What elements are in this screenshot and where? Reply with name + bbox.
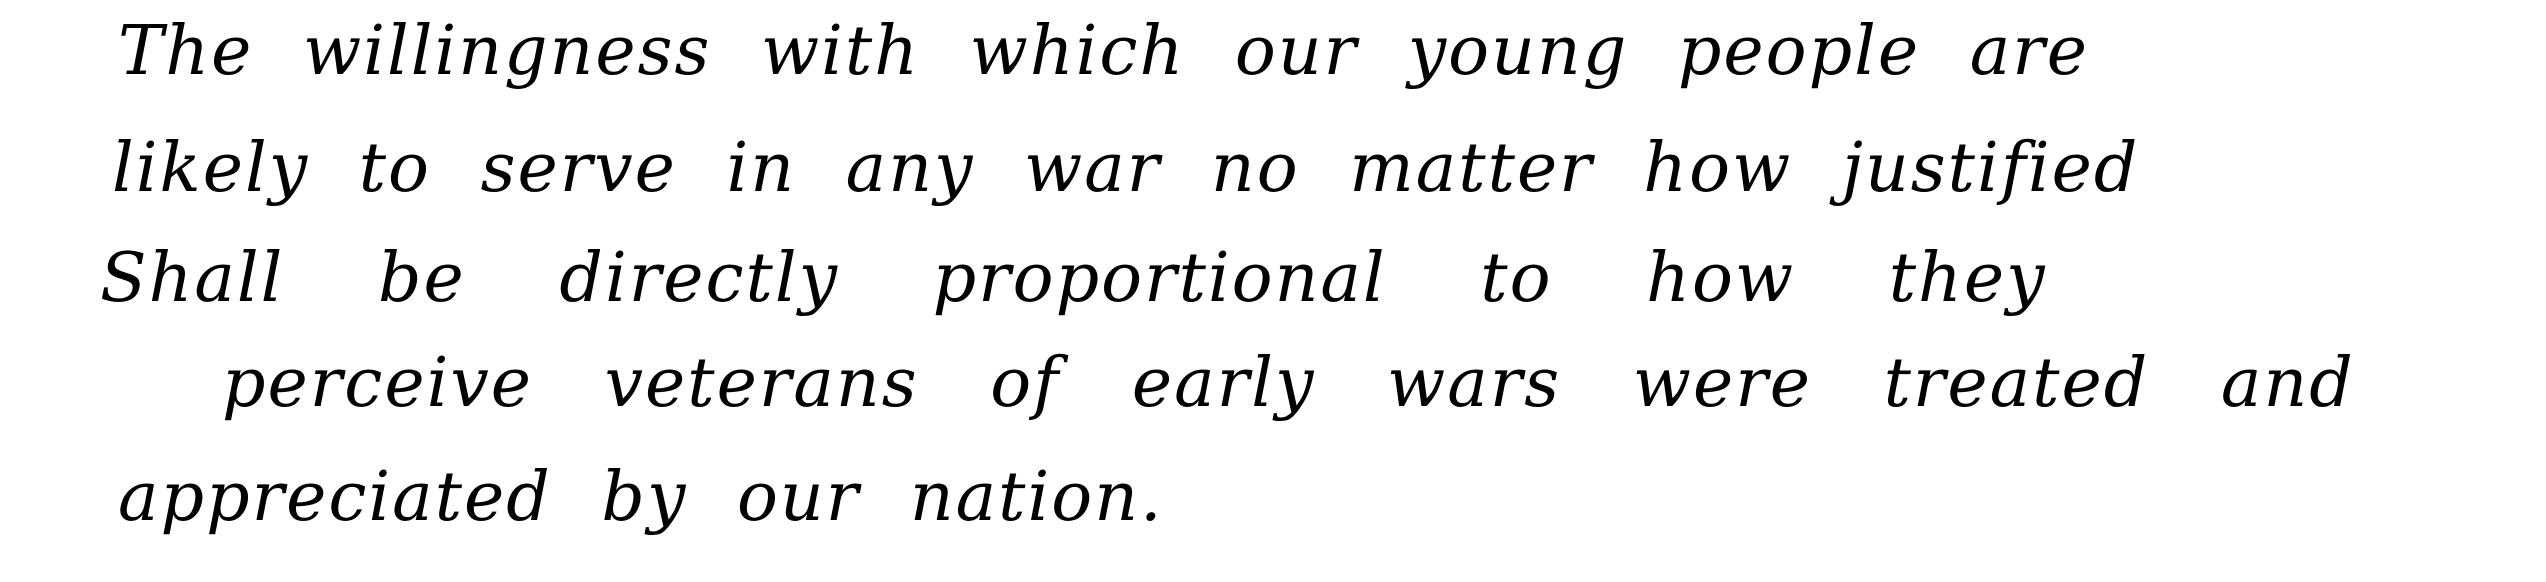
handwriting-line-2: likely to serve in any war no matter how justified (112, 129, 2140, 208)
handwriting-line-4: perceive veterans of early wars were treated and (222, 344, 2355, 423)
handwriting-line-1: The willingness with which our young people are (118, 12, 2089, 91)
handwriting-line-5: appreciated by our nation. (118, 458, 1164, 537)
handwriting-line-3: Shall be directly proportional to how they (100, 239, 2047, 318)
